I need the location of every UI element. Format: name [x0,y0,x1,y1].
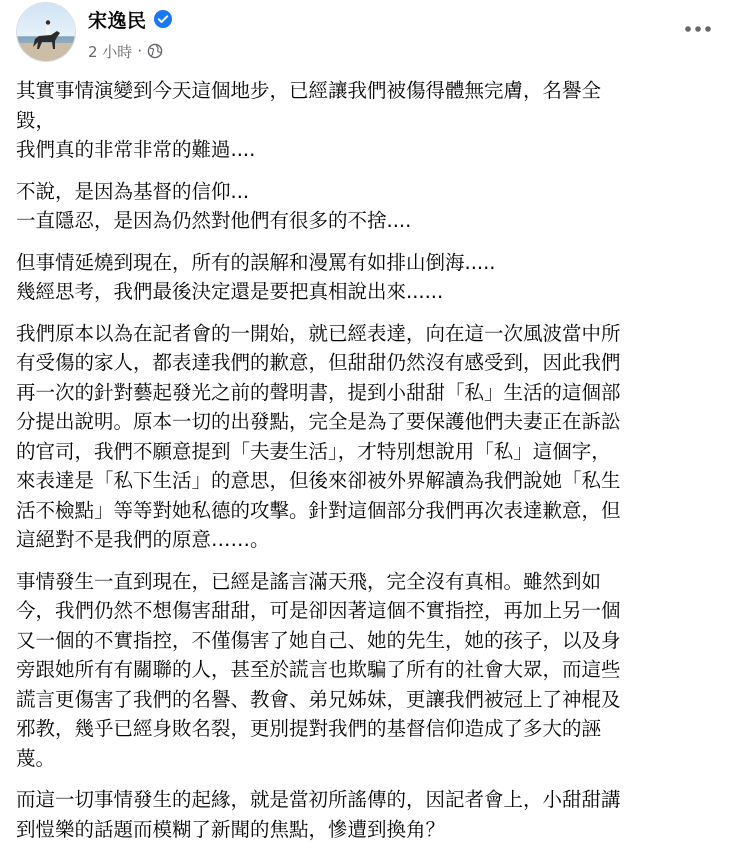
text-line: 一直隱忍，是因為仍然對他們有很多的不捨.... [16,209,412,232]
text-line: 其實事情演變到今天這個地步，已經讓我們被傷得體無完膚，名譽全 [16,79,602,102]
avatar-image [17,3,76,62]
post-paragraph [16,785,716,844]
text-line: 來表達是「私下生活」的意思，但後來卻被外界解讀為我們說她「私生 [16,469,621,492]
post-paragraph [16,319,716,555]
text-line: 的官司，我們不願意提到「夫妻生活」，才特別想說用「私」這個字， [16,439,611,463]
verified-badge-icon [153,9,173,29]
post-meta [88,40,163,62]
text-line: 謊言更傷害了我們的名譽、教會、弟兄姊妹，更讓我們被冠上了神棍及 [16,687,621,711]
author-name[interactable]: 宋逸民 [88,9,147,32]
text-line: 活不檢點」等等對她私德的攻擊。針對這個部分我們再次表達歉意，但 [16,498,621,522]
text-line: 有受傷的家人，都表達我們的歉意，但甜甜仍然沒有感受到，因此我們 [16,351,621,374]
text-line: 又一個的不實指控，不僅傷害了她自己、她的先生，她的孩子，以及身 [16,628,621,652]
post-paragraph [16,76,716,165]
text-line: 事情發生一直到現在，已經是謠言滿天飛，完全沒有真相。雖然到如 [16,569,602,593]
text-line: 而這一切事情發生的起緣，就是當初所謠傳的，因記者會上，小甜甜講 [16,788,621,811]
text-line: 這絕對不是我們的原意……。 [16,528,270,551]
post-timestamp[interactable]: 2 小時 [88,42,133,61]
text-line: 但事情延燒到現在，所有的誤解和漫罵有如排山倒海..... [16,250,496,274]
post-paragraph [16,248,716,307]
globe-icon[interactable] [147,43,163,59]
text-line: 今，我們仍然不想傷害甜甜，可是卻因著這個不實指控，再加上另一個 [16,599,621,622]
text-line: 我們原本以為在記者會的一開始，就已經表達，向在這一次風波當中所 [16,321,621,345]
text-line: 到愷樂的話題而模糊了新聞的焦點，慘遭到換角？ [16,817,446,841]
text-line: 幾經思考，我們最後決定還是要把真相說出來...... [16,280,444,303]
post-body [16,76,716,856]
text-line: 我們真的非常非常的難過.... [16,138,256,161]
more-options-button[interactable] [680,14,716,44]
text-line: 再一次的針對藝起發光之前的聲明書，提到小甜甜「私」生活的這個部 [16,380,621,404]
text-line: 蔑。 [16,746,56,770]
text-line: 不說，是因為基督的信仰... [16,179,250,203]
post-paragraph [16,177,716,236]
text-line: 邪教，幾乎已經身敗名裂，更別提對我們的基督信仰造成了多大的誣 [16,717,602,740]
more-horizontal-icon [684,25,712,33]
text-line: 毀， [16,108,56,132]
text-line: 分提出說明。原本一切的出發點，完全是為了要保護他們夫妻正在訴訟 [16,410,621,433]
meta-separator: · [137,42,143,60]
avatar[interactable] [16,2,76,62]
author-row [88,4,173,34]
text-line: 旁跟她所有有關聯的人，甚至於謊言也欺騙了所有的社會大眾，而這些 [16,658,621,681]
post-paragraph [16,567,716,774]
post-header [16,2,716,68]
